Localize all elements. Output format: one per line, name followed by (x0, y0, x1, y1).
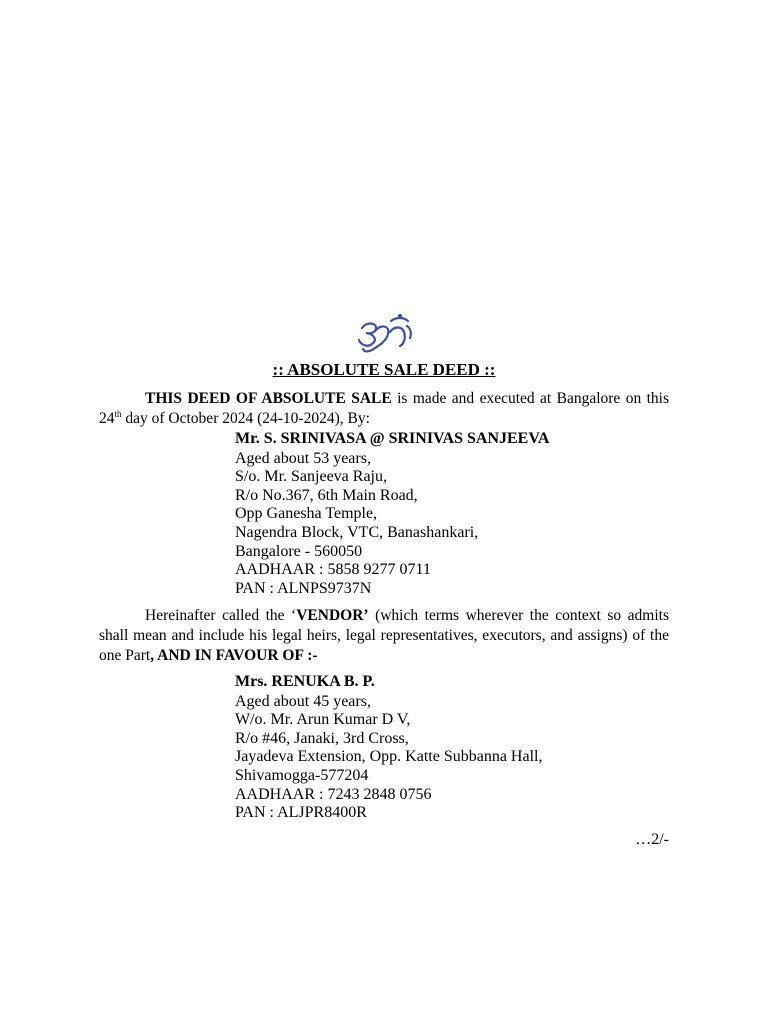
vendor-line: R/o No.367, 6th Main Road, (235, 486, 418, 504)
hereinafter-pre: Hereinafter called the ‘ (145, 607, 297, 624)
vendor-line: AADHAAR : 5858 9277 0711 (235, 561, 431, 579)
purchaser-line: R/o #46, Janaki, 3rd Cross, (235, 729, 409, 747)
intro-tail: day of October 2024 (24-10-2024), By: (121, 410, 370, 427)
day-suffix: th (114, 408, 122, 419)
vendor-line: S/o. Mr. Sanjeeva Raju, (235, 468, 387, 486)
hereinafter-paragraph (99, 606, 669, 666)
purchaser-block (235, 673, 675, 823)
page-continuation-marker: …2/- (635, 831, 669, 848)
purchaser-line: PAN : ALJPR8400R (235, 804, 367, 822)
vendor-line: Nagendra Block, VTC, Banashankari, (235, 523, 479, 541)
purchaser-line: Aged about 45 years, (235, 692, 371, 710)
purchaser-line: Shivamogga-577204 (235, 766, 369, 784)
vendor-line: Opp Ganesha Temple, (235, 505, 378, 523)
om-symbol-icon (354, 312, 418, 354)
intro-paragraph (99, 389, 669, 429)
vendor-block (235, 430, 675, 598)
hereinafter-mid: (which terms wherever the context so admits shall mean and include his legal heirs, legal representatives, executors, and assigns) of the one Part (99, 607, 669, 664)
vendor-name: Mr. S. SRINIVASA @ SRINIVAS SANJEEVA (235, 430, 550, 447)
intro-lead-bold: THIS DEED OF ABSOLUTE SALE (145, 390, 392, 407)
intro-lead-rest: is made and executed at Bangalore on this 24 (99, 390, 669, 427)
purchaser-line: AADHAAR : 7243 2848 0756 (235, 785, 432, 803)
vendor-line: PAN : ALNPS9737N (235, 579, 372, 597)
vendor-word: VENDOR’ (296, 607, 369, 624)
purchaser-line: Jayadeva Extension, Opp. Katte Subbanna Hall, (235, 748, 543, 766)
document-title: :: ABSOLUTE SALE DEED :: (272, 360, 496, 379)
vendor-line: Aged about 53 years, (235, 449, 371, 467)
in-favour-of: , AND IN FAVOUR OF :- (150, 647, 318, 664)
purchaser-name: Mrs. RENUKA B. P. (235, 673, 375, 690)
vendor-line: Bangalore - 560050 (235, 542, 363, 560)
purchaser-line: W/o. Mr. Arun Kumar D V, (235, 711, 411, 729)
